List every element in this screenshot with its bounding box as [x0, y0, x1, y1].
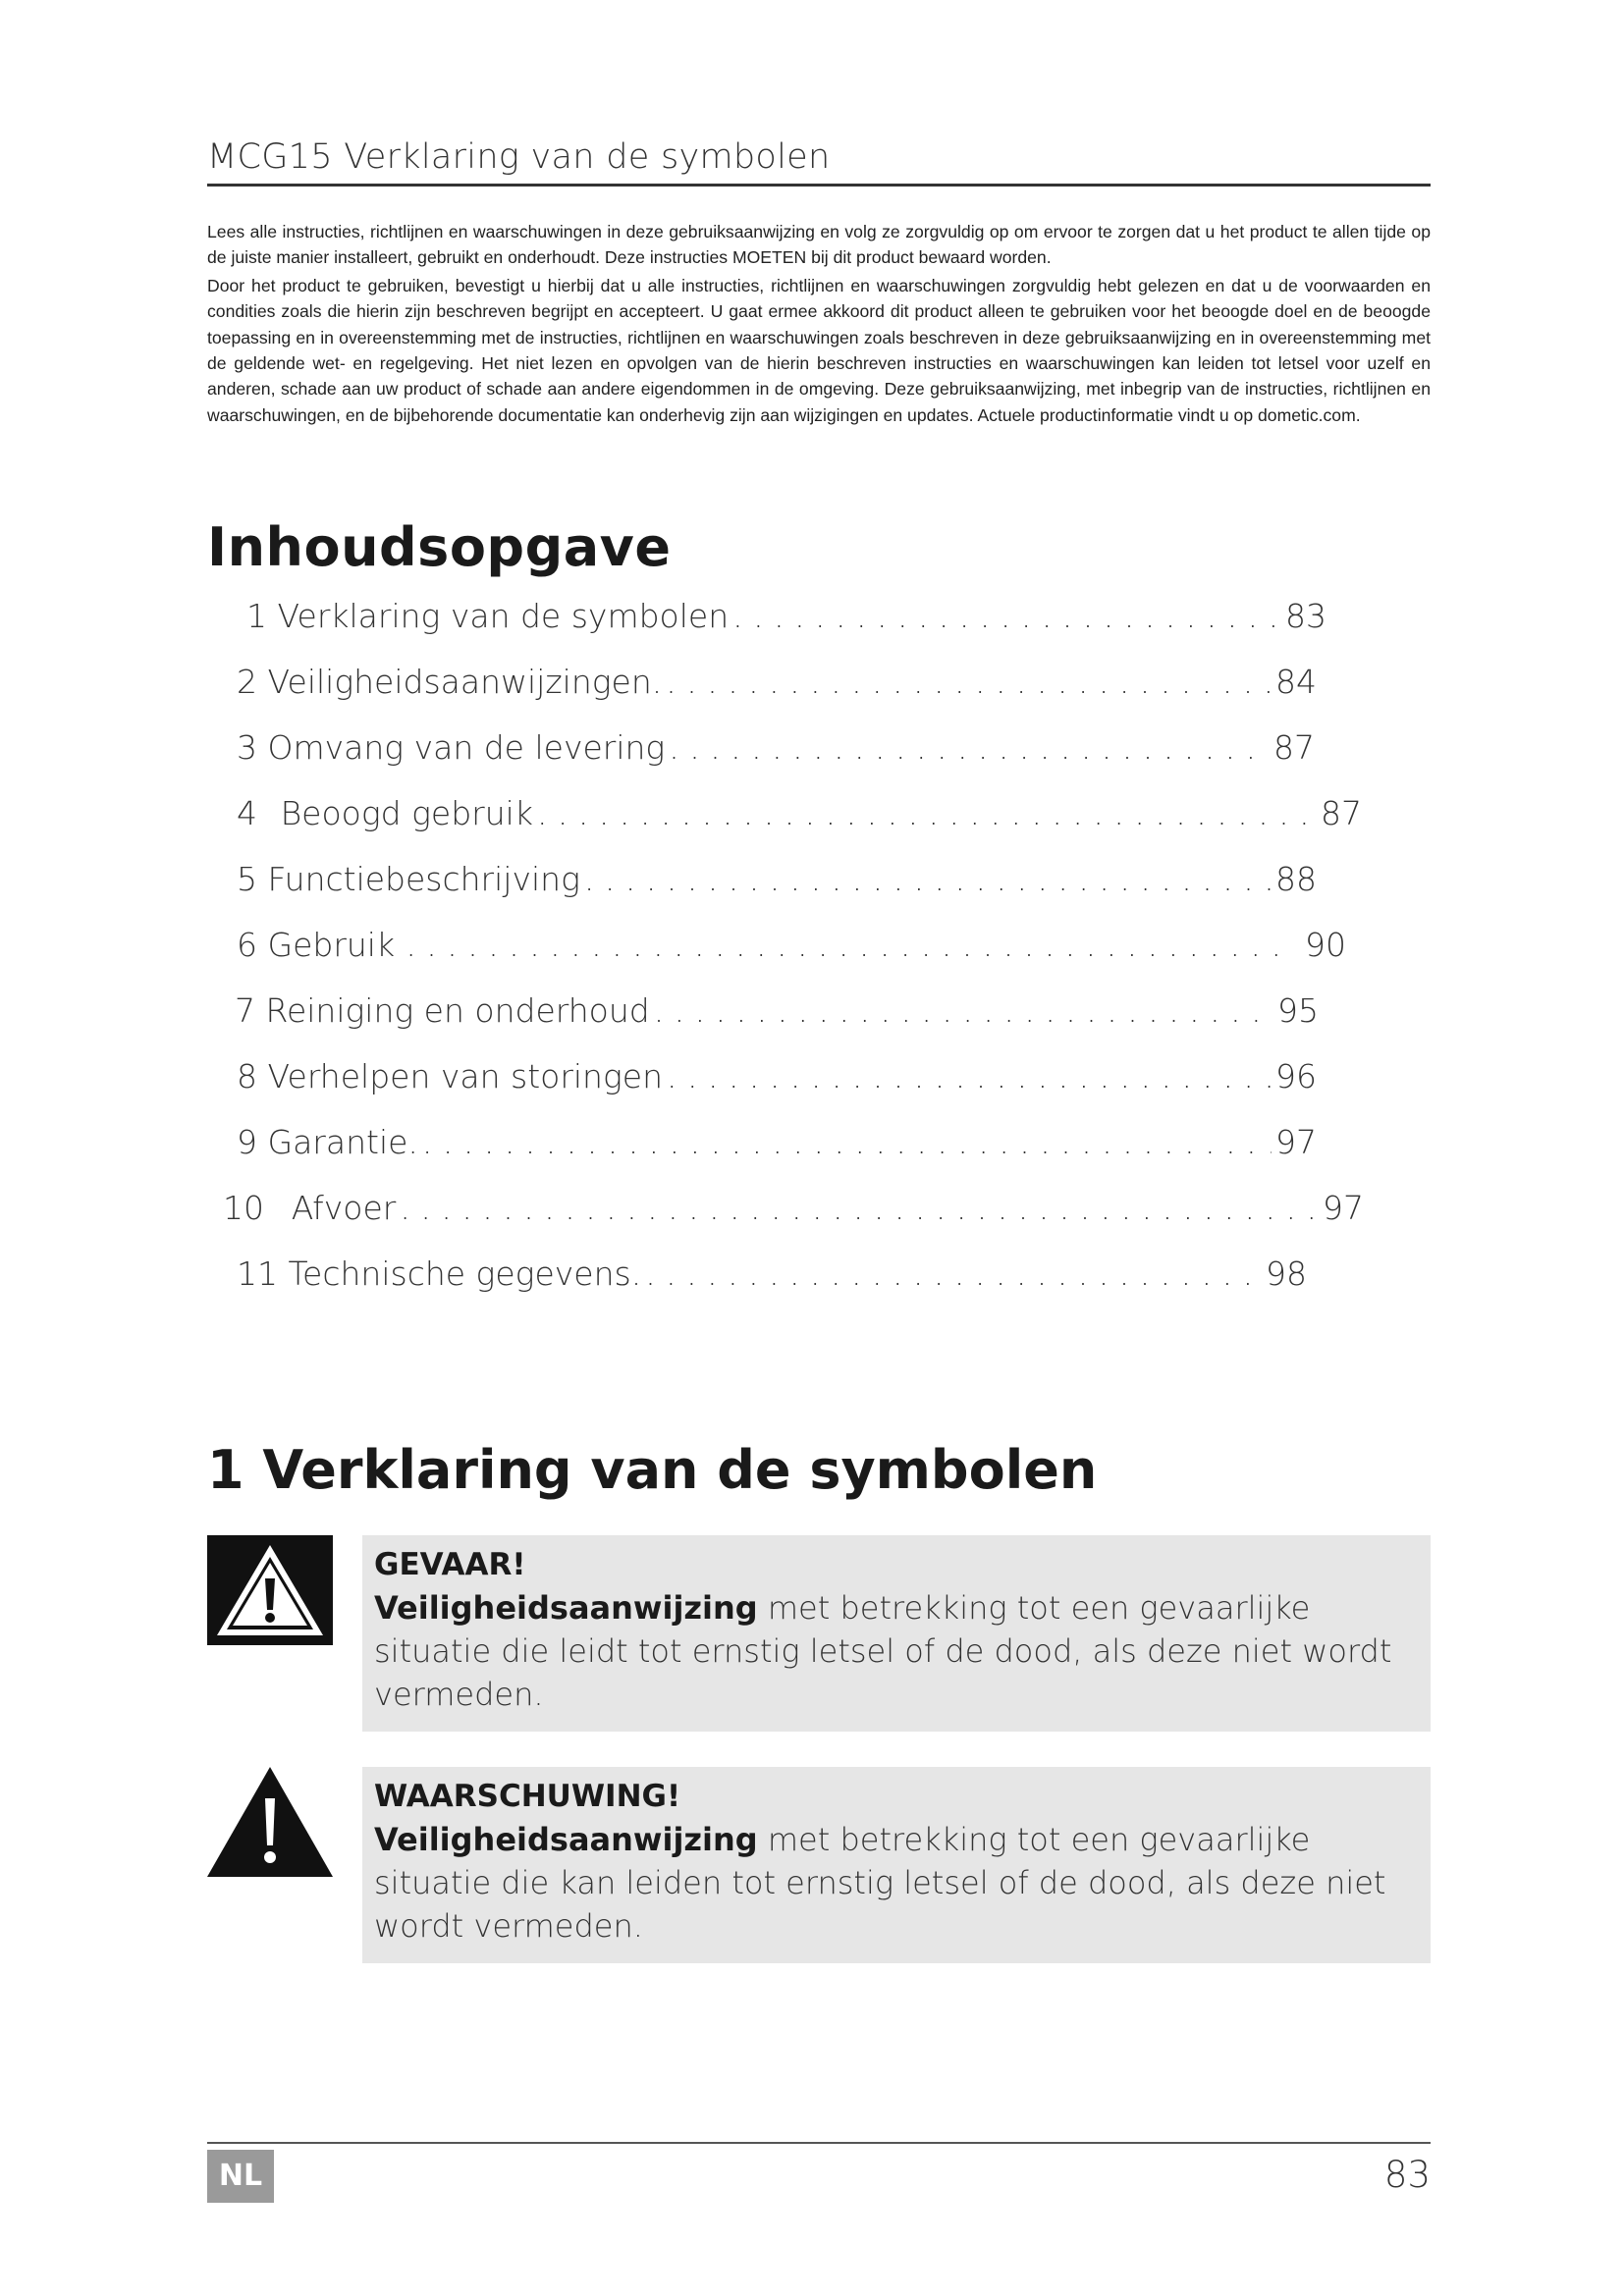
toc-entry-label: Omvang van de levering	[267, 728, 666, 767]
intro-text	[207, 219, 1431, 430]
toc-leader-dots	[654, 991, 1273, 1030]
danger-notice	[207, 1535, 1431, 1732]
section-heading: 1 Verklaring van de symbolen	[207, 1439, 1098, 1501]
toc-entry-label: Reiniging en onderhoud	[265, 991, 650, 1030]
intro-paragraph-2: Door het product te gebruiken, bevestigt u hierbij dat u alle instructies, richtlijnen en waarschuwingen zorgvuldig hebt gelezen en dat u de voorwaarden en condities zoals die hierin zijn beschreven begrijpt en accepteert. U gaat ermee akkoord dit product alleen te gebruiken voor het beoogde doel en de beoogde toepassing en in overeenstemming met de instructies, richtlijnen en waarschuwingen zoals beschreven in deze gebruiksaanwijzing en in overeenstemming met de geldende wet- en regelgeving. Het niet lezen en opvolgen van de hierin beschreven instructies en waarschuwingen kan leiden tot letsel voor uzelf en anderen, schade aan uw product of schade aan andere eigendommen in de omgeving. Deze gebruiksaanwijzing, met inbegrip van de instructies, richtlijnen en waarschuwingen, en de bijbehorende documentatie kan onderhevig zijn aan wijzigingen en updates. Actuele productinformatie vindt u op dometic.com.	[207, 275, 1431, 425]
toc-entry-page: 83	[1285, 597, 1326, 635]
toc-entry-number: 3	[237, 728, 257, 767]
page-footer	[207, 2142, 1431, 2196]
warning-notice	[207, 1767, 1431, 1963]
toc-leader-dots	[666, 663, 1272, 701]
toc-entry-label: Verhelpen van storingen	[267, 1057, 663, 1095]
toc-entry-4[interactable]	[237, 794, 1362, 843]
toc-leader-dots	[400, 1189, 1319, 1227]
toc-heading: Inhoudsopgave	[207, 516, 672, 578]
toc-entry-6[interactable]	[237, 926, 1346, 975]
toc-entry-number: 5	[237, 860, 257, 898]
toc-entry-page: 98	[1266, 1255, 1307, 1293]
toc-entry-label: Gebruik	[267, 926, 396, 964]
toc-entry-1[interactable]	[246, 597, 1326, 646]
toc-entry-label: Veiligheidsaanwijzingen.	[267, 663, 663, 701]
toc-leader-dots	[667, 1057, 1272, 1095]
toc-entry-label: Functiebeschrijving	[267, 860, 580, 898]
danger-notice-box	[362, 1535, 1431, 1732]
intro-paragraph-1: Lees alle instructies, richtlijnen en waarschuwingen in deze gebruiksaanwijzing en volg ze zorgvuldig op om ervoor te zorgen dat u het product te allen tijde op de juiste manier installeert, gebruikt en onderhoudt. Deze instructies MOETEN bij dit product bewaard worden.	[207, 222, 1431, 268]
toc-entry-page: 84	[1275, 663, 1317, 701]
toc-entry-11[interactable]	[237, 1255, 1307, 1304]
toc-entry-page: 97	[1275, 1123, 1317, 1161]
danger-sign-icon	[207, 1535, 333, 1645]
toc-entry-number: 8	[237, 1057, 257, 1095]
toc-leader-dots	[669, 728, 1270, 767]
toc-entry-number: 11	[237, 1255, 278, 1293]
toc-entry-page: 88	[1275, 860, 1317, 898]
toc-entry-10[interactable]	[223, 1189, 1364, 1238]
toc-entry-5[interactable]	[237, 860, 1317, 909]
toc-entry-9[interactable]	[237, 1123, 1317, 1172]
toc-entry-page: 87	[1321, 794, 1362, 832]
toc-entry-2[interactable]	[237, 663, 1317, 712]
document-page	[207, 0, 1431, 2296]
toc-entry-8[interactable]	[237, 1057, 1317, 1106]
toc-entry-number: 4	[237, 794, 257, 832]
toc-entry-number: 9	[237, 1123, 257, 1161]
toc-leader-dots	[732, 597, 1281, 635]
toc-entry-label: Afvoer	[291, 1189, 397, 1227]
toc-leader-dots	[645, 1255, 1262, 1293]
toc-entry-7[interactable]	[235, 991, 1319, 1041]
toc-leader-dots	[584, 860, 1272, 898]
toc-entry-page: 97	[1323, 1189, 1364, 1227]
danger-bold-lead: Veiligheidsaanwijzing	[374, 1589, 758, 1627]
toc-entry-number: 10	[223, 1189, 264, 1227]
header-title: MCG15 Verklaring van de symbolen	[207, 137, 831, 177]
warning-text	[374, 1818, 1421, 1948]
warning-triangle-icon	[207, 1767, 333, 1877]
toc-entry-label: Technische gegevens.	[288, 1255, 642, 1293]
page-number: 83	[1383, 2154, 1431, 2196]
danger-title: GEVAAR!	[374, 1547, 526, 1582]
warning-title: WAARSCHUWING!	[374, 1779, 681, 1814]
toc-entry-number: 2	[237, 663, 257, 701]
toc-entry-page: 90	[1305, 926, 1346, 964]
toc-leader-dots	[537, 794, 1317, 832]
toc-leader-dots	[422, 1123, 1272, 1161]
warning-description: met betrekking tot een gevaarlijke situatie die kan leiden tot ernstig letsel of de dood, als deze niet wordt vermeden.	[374, 1821, 1386, 1945]
toc-entry-page: 87	[1273, 728, 1315, 767]
toc-entry-3[interactable]	[237, 728, 1315, 777]
danger-text	[374, 1586, 1421, 1716]
toc-entry-number: 7	[235, 991, 255, 1030]
toc-entry-page: 95	[1277, 991, 1319, 1030]
danger-description: met betrekking tot een gevaarlijke situatie die leidt tot ernstig letsel of de dood, als deze niet wordt vermeden.	[374, 1589, 1392, 1713]
page-header	[207, 133, 1431, 187]
toc-entry-number: 6	[237, 926, 257, 964]
toc-entry-page: 96	[1275, 1057, 1317, 1095]
toc-entry-label: Verklaring van de symbolen	[277, 597, 730, 635]
toc-entry-label: Beoogd gebruik	[280, 794, 533, 832]
warning-notice-box	[362, 1767, 1431, 1963]
toc-leader-dots	[406, 926, 1293, 964]
toc-entry-number: 1	[246, 597, 267, 635]
language-badge: NL	[207, 2150, 274, 2203]
warning-bold-lead: Veiligheidsaanwijzing	[374, 1821, 758, 1858]
toc-entry-label: Garantie.	[267, 1123, 418, 1161]
